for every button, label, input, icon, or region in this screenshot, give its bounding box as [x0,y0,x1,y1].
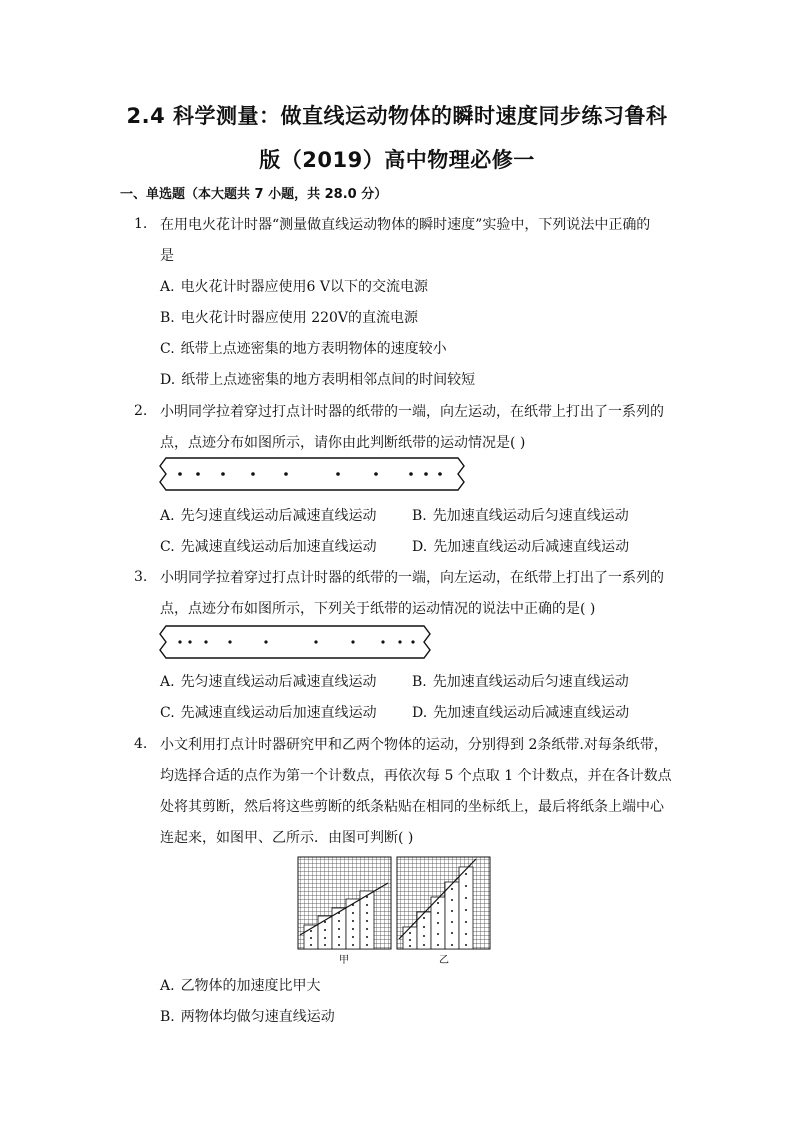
option-text: 先加速直线运动后减速直线运动 [433,539,630,555]
question-text-line: 连起来，如图甲、乙所示．由图可判断( ) [160,830,414,846]
question-text-line: 在用电火花计时器“测量做直线运动物体的瞬时速度”实验中，下列说法中正确的 [160,217,651,233]
option-text: 电火花计时器应使用6 V以下的交流电源 [180,279,429,295]
question-number: 2. [134,403,148,419]
option-d [160,369,475,389]
option-a [160,276,428,296]
question-number: 4. [134,736,148,752]
option-text: 两物体均做匀速直线运动 [180,1009,335,1025]
option-label: A. [160,279,175,295]
tape-dot [196,472,200,476]
panel-yi [397,857,490,949]
question-text-line: 均选择合适的点作为第一个计数点，再依次每 5 个点取 1 个计数点，并在各计数点 [160,768,672,784]
tape-dot [178,472,182,476]
option-label: C. [160,705,175,721]
tape-dot [424,472,428,476]
option-label: B. [160,1009,175,1025]
option-a [160,975,321,995]
option-b [160,1006,335,1026]
question-text-line: 处将其剪断，然后将这些剪断的纸条粘贴在相同的坐标纸上，最后将纸条上端中心 [160,799,664,815]
document-title-line-1: 2.4 科学测量：做直线运动物体的瞬时速度同步练习鲁科 [126,104,668,128]
option-text: 先减速直线运动后加速直线运动 [180,539,377,555]
option-a [160,671,377,691]
option-d [412,702,629,722]
question-number: 1. [134,216,148,232]
tape-dot [438,472,442,476]
tape-dot [221,472,225,476]
option-a [160,505,377,525]
option-label: C. [160,539,175,555]
figure-label-yi: 乙 [439,955,449,966]
tape-dot [284,472,288,476]
option-text: 先加速直线运动后匀速直线运动 [432,508,629,524]
tape-strips-figure [296,855,496,967]
option-d [412,536,629,556]
option-text: 电火花计时器应使用 220V的直流电源 [180,310,419,326]
tape-dot [228,640,231,643]
option-label: B. [160,310,175,326]
option-c [160,702,377,722]
tape-dot [251,472,255,476]
document-title-line-2: 版（2019）高中物理必修一 [259,148,535,172]
figure-label-jia: 甲 [339,955,349,966]
option-label: D. [412,705,428,721]
section-heading: 一、单选题（本大题共 7 小题，共 28.0 分） [120,187,388,202]
option-label: A. [160,508,175,524]
tape-dot [351,640,354,643]
option-label: D. [412,539,428,555]
question-number: 3. [134,569,148,585]
option-text: 先匀速直线运动后减速直线运动 [180,508,377,524]
tape-dot [264,640,267,643]
tape-dot [204,640,207,643]
question-text-line: 点，点迹分布如图所示，请你由此判断纸带的运动情况是( ) [160,435,526,451]
paper-tape-figure [158,624,432,660]
tape-dot [374,472,378,476]
tape-dot [411,640,414,643]
option-label: D. [160,372,176,388]
option-text: 乙物体的加速度比甲大 [180,978,321,994]
option-b [412,505,629,525]
question-text-line: 点，点迹分布如图所示，下列关于纸带的运动情况的说法中正确的是( ) [160,601,596,617]
paper-tape-figure [158,456,466,492]
option-b [160,307,418,327]
option-text: 纸带上点迹密集的地方表明相邻点间的时间较短 [181,372,476,388]
tape-dot [398,640,401,643]
question-text-line: 小明同学拉着穿过打点计时器的纸带的一端，向左运动，在纸带上打出了一系列的 [160,570,664,586]
question-text-line: 是 [160,248,174,264]
option-text: 纸带上点迹密集的地方表明物体的速度较小 [180,341,447,357]
tape-dot [188,640,191,643]
panel-jia [298,857,391,949]
option-label: C. [160,341,175,357]
tape-dot [178,640,181,643]
option-label: B. [412,508,427,524]
option-label: A. [160,978,175,994]
tape-dot [409,472,413,476]
option-text: 先加速直线运动后减速直线运动 [433,705,630,721]
option-label: B. [412,674,427,690]
question-text-line: 小明同学拉着穿过打点计时器的纸带的一端，向左运动，在纸带上打出了一系列的 [160,404,664,420]
option-b [412,671,629,691]
tape-dot [336,472,340,476]
option-c [160,338,447,358]
option-label: A. [160,674,175,690]
tape-dot [314,640,317,643]
option-text: 先减速直线运动后加速直线运动 [180,705,377,721]
question-text-line: 小文利用打点计时器研究甲和乙两个物体的运动，分别得到 2条纸带.对每条纸带， [160,737,668,753]
option-text: 先加速直线运动后匀速直线运动 [432,674,629,690]
option-c [160,536,377,556]
option-text: 先匀速直线运动后减速直线运动 [180,674,377,690]
tape-dot [381,640,384,643]
